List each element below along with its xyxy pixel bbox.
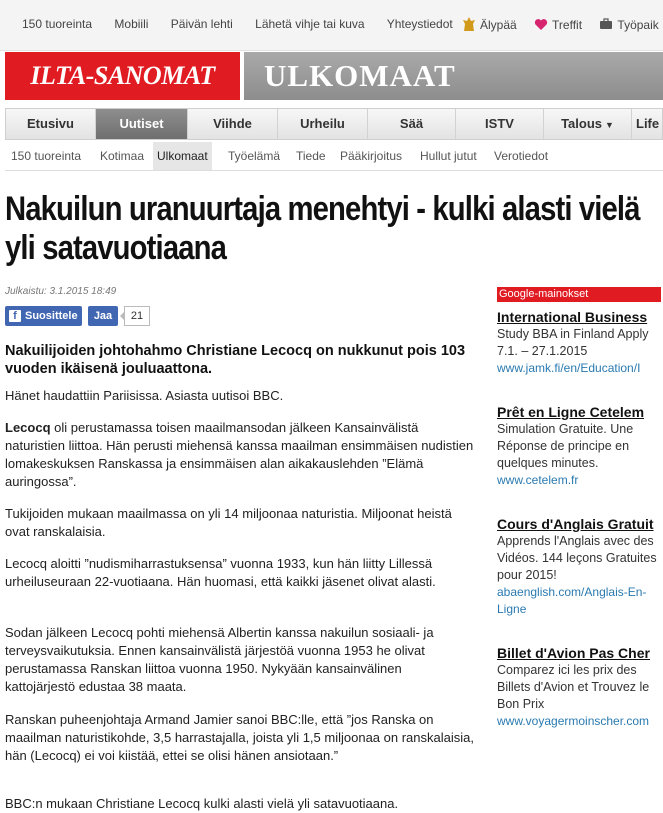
facebook-recommend-button[interactable] (5, 306, 82, 326)
ad-description: Apprends l'Anglais avec des Vidéos. 144 leçons Gratuites pour 2015! (497, 534, 657, 582)
ad-block (497, 516, 663, 618)
ad-description: Simulation Gratuite. Une Réponse de principe en quelques minutes. (497, 422, 634, 470)
ad-url[interactable]: www.voyagermoinscher.com (497, 714, 650, 728)
ad-url[interactable]: www.cetelem.fr (497, 473, 579, 487)
nav-tab-saa[interactable]: Sää (368, 109, 456, 139)
utility-link[interactable]: Mobiili (114, 17, 149, 31)
ad-url[interactable]: abaenglish.com/Anglais-En-Ligne (497, 585, 647, 616)
alypaa-label: Älypää (480, 17, 517, 32)
facebook-icon: f (9, 310, 21, 322)
ad-block (497, 309, 663, 377)
ad-block (497, 404, 663, 489)
utility-link[interactable]: Yhteystiedot (386, 17, 453, 31)
subnav-item[interactable]: Tiede (296, 149, 326, 163)
utility-right (462, 16, 663, 35)
site-logo[interactable]: ILTA-SANOMAT (5, 52, 240, 100)
subnav-item[interactable]: Hullut jutut (420, 149, 477, 163)
article-paragraph: Sodan jälkeen Lecocq pohti miehensä Albertin kanssa nakuilun sosiaali- ja terveysvaikutuksia. Ennen kansainvälistä järjestöä vuonna 1953 he olivat perustamassa Ranskan liittoa vuonna 1950. Nykyään kansainvälinen kattojärjestö edustaa 38 maata. (5, 625, 434, 694)
sub-navigation (5, 142, 663, 171)
utility-links (22, 17, 472, 31)
ad-description: Study BBA in Finland Apply 7.1. – 27.1.2015 (497, 327, 649, 358)
site-header (0, 50, 663, 105)
treffit-link[interactable] (534, 18, 585, 32)
subnav-item[interactable]: Työelämä (228, 149, 281, 163)
subnav-item[interactable]: Kotimaa (100, 149, 145, 163)
nav-tab-uutiset[interactable]: Uutiset (96, 109, 188, 139)
treffit-label: Treffit (552, 17, 583, 32)
ad-block (497, 645, 663, 730)
paragraph-text: oli perustamassa toisen maailmansodan jälkeen Kansainvälistä naturistien liittoa. Hän perusti miehensä kanssa maailman ensimmäisen nudistien lomakeskuksen Ranskassa ja ensimmäisen alan aikakauslehden ”Elämä auringossa”. (5, 420, 474, 489)
ad-title[interactable]: International Business (497, 309, 648, 325)
article-lead: Nakuilijoiden johtohahmo Christiane Lecocq on nukkunut pois 103 vuoden ikäisenä jouluaattona. (5, 343, 466, 377)
section-title: ULKOMAAT (244, 52, 663, 100)
share-count: 21 (124, 306, 150, 326)
nav-tab-istv[interactable]: ISTV (456, 109, 544, 139)
article-paragraph: Lecocq aloitti ”nudismiharrastuksensa” vuonna 1933, kun hän liitty Lillessä urheiluseuraan 22-vuotiaana. Hän huomasi, että kaikki jäsenet olivat alasti. (5, 556, 436, 589)
subnav-item[interactable]: Pääkirjoitus (340, 149, 403, 163)
share-button[interactable]: Jaa (88, 306, 118, 326)
utility-link[interactable]: 150 tuoreinta (22, 17, 93, 31)
published-date: Julkaistu: 3.1.2015 18:49 (5, 286, 117, 297)
briefcase-icon (599, 18, 613, 33)
recommend-label: Suosittele (25, 310, 78, 322)
ad-title[interactable]: Prêt en Ligne Cetelem (497, 404, 645, 420)
ad-description: Comparez ici les prix des Billets d'Avion et Trouvez le Bon Prix (497, 663, 650, 711)
nav-tab-talous-label: Talous (561, 116, 602, 131)
alypaa-icon (462, 16, 476, 35)
subnav-item[interactable]: 150 tuoreinta (11, 149, 82, 163)
nav-tab-life[interactable]: Life (636, 116, 660, 131)
ad-title[interactable]: Cours d'Anglais Gratuit (497, 516, 654, 532)
article-paragraph (5, 419, 475, 491)
person-name: Lecocq (5, 420, 51, 435)
article-paragraph: Hänet haudattiin Pariisissa. Asiasta uutisoi BBC. (5, 388, 284, 403)
subnav-item-active[interactable]: Ulkomaat (153, 142, 212, 170)
ad-url[interactable]: www.jamk.fi/en/Education/I (497, 361, 641, 375)
nav-tab-urheilu[interactable]: Urheilu (278, 109, 368, 139)
top-utility-bar (0, 0, 663, 51)
alypaa-link[interactable] (462, 18, 520, 32)
tyopaikat-link[interactable] (599, 18, 658, 32)
tyopaikat-label: Työpaik (617, 17, 659, 32)
article-paragraph: BBC:n mukaan Christiane Lecocq kulki alasti vielä yli satavuotiaana. (5, 796, 399, 811)
article-paragraph: Tukijoiden mukaan maailmassa on yli 14 miljoonaa naturistia. Miljoonat heistä ovat ranskalaisia. (5, 506, 452, 539)
utility-link[interactable]: Päivän lehti (170, 17, 233, 31)
article-headline: Nakuilun uranuurtaja menehtyi - kulki alasti vielä yli satavuotiaana (5, 190, 640, 267)
heart-icon (534, 18, 548, 34)
nav-tab-etusivu[interactable]: Etusivu (6, 109, 96, 139)
nav-tab-viihde[interactable]: Viihde (188, 109, 278, 139)
ad-title[interactable]: Billet d'Avion Pas Cher (497, 645, 650, 661)
ads-header: Google-mainokset (497, 287, 661, 302)
chevron-down-icon: ▼ (605, 120, 614, 130)
main-navigation (5, 108, 663, 140)
article-paragraph: Ranskan puheenjohtaja Armand Jamier sanoi BBC:lle, että ”jos Ranska on maailman naturistikohde, 3,5 harrastajalla, joista yli 1,5 miljoonaa on ranskalaisia, hän (Lecocq) ei voi kiistää, ettei se olisi hänen ansiotaan.” (5, 712, 474, 763)
subnav-item[interactable]: Verotiedot (494, 149, 549, 163)
nav-tab-talous[interactable] (544, 109, 632, 139)
utility-link[interactable]: Lähetä vihje tai kuva (255, 17, 365, 31)
